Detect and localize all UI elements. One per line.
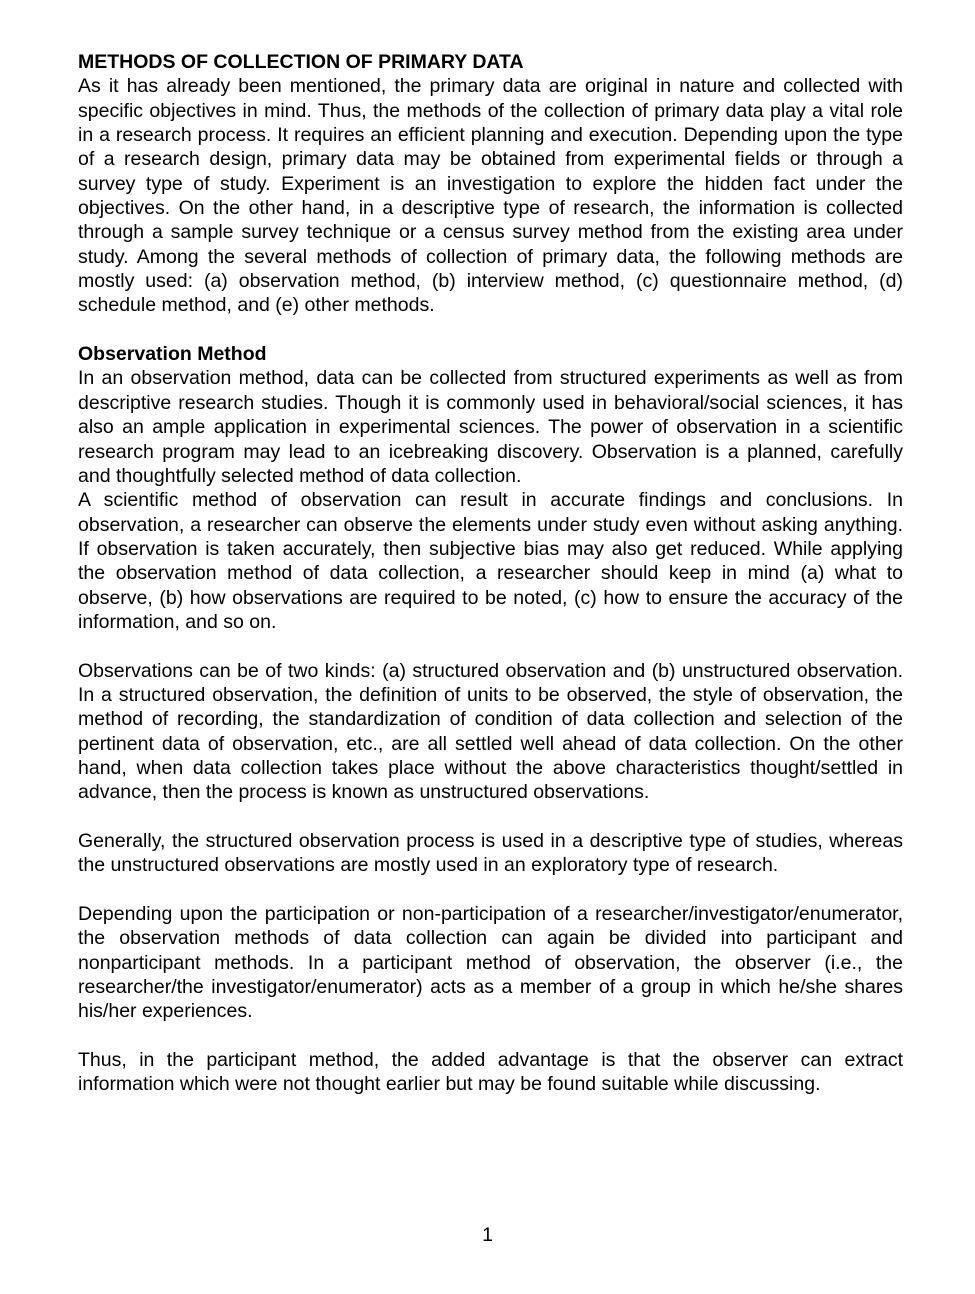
observation-paragraph-3: Observations can be of two kinds: (a) structured observation and (b) unstructured observation. In a structured observation, the definition of units to be observed, the style of observation, the method of recording, the standardization of condition of data collection and selection of the pertinent data of observation, etc., are all settled well ahead of data collection. On the other hand, when data collection takes place without the above characteristics thought/settled in advance, then the process is known as unstructured observations. xyxy=(78,659,903,804)
document-page xyxy=(78,50,903,1097)
document-title: METHODS OF COLLECTION OF PRIMARY DATA xyxy=(78,51,524,73)
intro-paragraph: As it has already been mentioned, the primary data are original in nature and collected with specific objectives in mind. Thus, the methods of the collection of primary data play a vital role in a research process. It requires an efficient planning and execution. Depending upon the type of a research design, primary data may be obtained from experimental fields or through a survey type of study. Experiment is an investigation to explore the hidden fact under the objectives. On the other hand, in a descriptive type of research, the information is collected through a sample survey technique or a census survey method from the existing area under study. Among the several methods of collection of primary data, the following methods are mostly used: (a) observation method, (b) interview method, (c) questionnaire method, (d) schedule method, and (e) other methods. xyxy=(78,75,903,317)
observation-paragraph-1: In an observation method, data can be collected from structured experiments as well as from descriptive research studies. Though it is commonly used in behavioral/social sciences, it has also an ample application in experimental sciences. The power of observation in a scientific research program may lead to an icebreaking discovery. Observation is a planned, carefully and thoughtfully selected method of data collection. xyxy=(78,367,903,487)
observation-paragraph-6: Thus, in the participant method, the added advantage is that the observer can extract information which were not thought earlier but may be found suitable while discussing. xyxy=(78,1049,903,1096)
page-number: 1 xyxy=(482,1224,493,1246)
observation-paragraph-4: Generally, the structured observation process is used in a descriptive type of studies, whereas the unstructured observations are mostly used in an exploratory type of research. xyxy=(78,830,903,877)
observation-paragraph-5: Depending upon the participation or non-participation of a researcher/investigator/enumerator, the observation methods of data collection can again be divided into participant and nonparticipant methods. In a participant method of observation, the observer (i.e., the researcher/the investigator/enumerator) acts as a member of a group in which he/she shares his/her experiences. xyxy=(78,903,903,1023)
section-heading: Observation Method xyxy=(78,343,267,366)
observation-paragraph-2: A scientific method of observation can result in accurate findings and conclusions. In observation, a researcher can observe the elements under study even without asking anything. If observation is taken accurately, then subjective bias may also get reduced. While applying the observation method of data collection, a researcher should keep in mind (a) what to observe, (b) how observations are required to be noted, (c) how to ensure the accuracy of the information, and so on. xyxy=(78,489,903,633)
